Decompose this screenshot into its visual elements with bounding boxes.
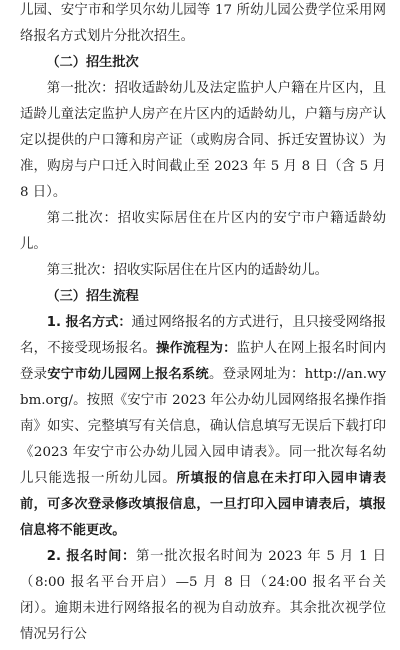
batch-three-paragraph: 第三批次：招收实际居住在片区内的适龄幼儿。: [46, 263, 328, 278]
registration-method-text: 通过网络报名的方式进行，且只接受网络报名，不接受现场报名。: [20, 315, 386, 356]
registration-time-label: 2. 报名时间：: [46, 549, 136, 564]
registration-time-text: 第一批次报名时间为 2023 年 5 月 1 日（8:00 报名平台开启）—5 月 8 日（24:00 报名平台关闭）。逾期未进行网络报名的视为自动放弃。其余批次视学位情况另行公: [20, 549, 386, 642]
batch-one-paragraph: 第一批次：招收适龄幼儿及法定监护人户籍在片区内，且适龄儿童法定监护人房产在片区内的适龄幼儿，户籍与房产认定以提供的户口簿和房产证（或购房合同、拆迁安置协议）为准，购房与户口迁入时间截止至 2023 年 5 月 8 日（含 5 月 8 日）。: [20, 81, 386, 200]
batch-two-paragraph: 第二批次：招收实际居住在片区内的安宁市户籍适龄幼儿。: [20, 211, 386, 252]
operation-flow-details: 。登录网址为：http://an.wybm.org/。按照《安宁市 2023 年公办幼儿园网络报名操作指南》如实、完整填写有关信息，确认信息填写无误后下载打印《2023 年安宁市公办幼儿园入园申请表》。同一批次每名幼儿只能选报一所幼儿园。: [20, 367, 387, 486]
operation-flow-text: 监护人在网上报名时间内登录: [20, 341, 387, 382]
operation-flow-label: 操作流程为：: [156, 341, 237, 356]
modification-notice: 所填报的信息在未打印入园申请表前，可多次登录修改填报信息，一旦打印入园申请表后，填报信息将不能更改。: [20, 471, 387, 538]
section-heading-flow: （三）招生流程: [46, 289, 139, 304]
registration-time-paragraph: [20, 544, 386, 648]
intro-paragraph: 儿园、安宁市和学贝尔幼儿园等 17 所幼儿园公费学位采用网络报名方式划片分批次招生。: [20, 3, 386, 44]
section-heading-batches: （二）招生批次: [46, 55, 139, 70]
registration-method-paragraph: [20, 310, 386, 544]
registration-system-name: 安宁市幼儿园网上报名系统: [47, 367, 209, 382]
registration-method-label: 1. 报名方式：: [46, 315, 132, 330]
